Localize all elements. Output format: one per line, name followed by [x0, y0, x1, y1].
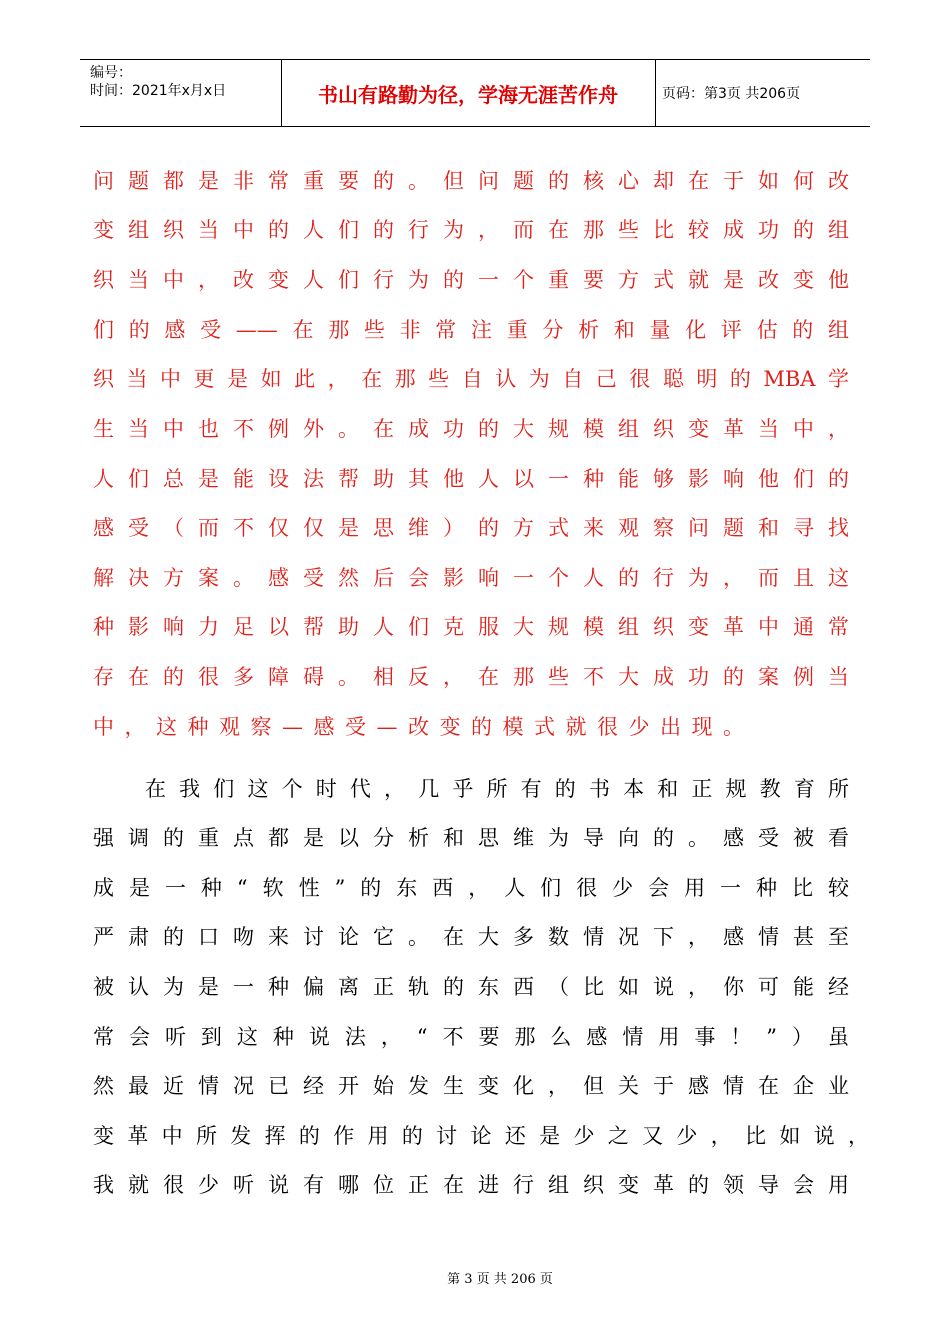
paragraph-first-line: 在我们这个时代，几乎所有的书本和正规教育所 — [145, 777, 849, 801]
text-line: 织当中更是如此，在那些自认为自己很聪明的MBA学 — [93, 367, 849, 391]
text-line: 感受（而不仅仅是思维）的方式来观察问题和寻找 — [93, 516, 849, 540]
text-line: 们的感受——在那些非常注重分析和量化评估的组 — [93, 318, 849, 342]
header-page-info: 页码：第3页 共206页 — [662, 86, 801, 102]
text-line: 强调的重点都是以分析和思维为导向的。感受被看 — [93, 826, 849, 850]
header-meta — [90, 64, 226, 100]
text-line: 我就很少听说有哪位正在进行组织变革的领导会用 — [93, 1173, 849, 1197]
text-line: 变组织当中的人们的行为，而在那些比较成功的组 — [93, 218, 849, 242]
header-divider-right — [655, 60, 656, 126]
text-line: 成是一种“软性”的东西，人们很少会用一种比较 — [93, 876, 849, 900]
page-footer: 第 3 页 共 206 页 — [447, 1272, 553, 1287]
text-line: 问题都是非常重要的。但问题的核心却在于如何改 — [93, 169, 849, 193]
text-line: 种影响力足以帮助人们克服大规模组织变革中通常 — [93, 615, 849, 639]
text-line: 生当中也不例外。在成功的大规模组织变革当中， — [93, 417, 849, 441]
document-number-label: 编号： — [90, 65, 132, 81]
page-header — [80, 59, 870, 127]
header-motto: 书山有路勤为径，学海无涯苦作舟 — [318, 82, 618, 107]
text-line: 被认为是一种偏离正轨的东西（比如说，你可能经 — [93, 975, 849, 999]
text-line: 解决方案。感受然后会影响一个人的行为，而且这 — [93, 566, 849, 590]
text-line: 常会听到这种说法，“不要那么感情用事！”）虽 — [93, 1025, 849, 1049]
text-line: 人们总是能设法帮助其他人以一种能够影响他们的 — [93, 467, 849, 491]
text-line: 存在的很多障碍。相反，在那些不大成功的案例当 — [93, 665, 849, 689]
text-line: 然最近情况已经开始发生变化，但关于感情在企业 — [93, 1074, 849, 1098]
text-line: 严肃的口吻来讨论它。在大多数情况下，感情甚至 — [93, 925, 849, 949]
document-time-label: 时间：2021年x月x日 — [90, 83, 227, 99]
text-line: 中，这种观察—感受—改变的模式就很少出现。 — [93, 715, 755, 739]
text-line: 变革中所发挥的作用的讨论还是少之又少，比如说， — [93, 1124, 869, 1148]
text-line: 织当中，改变人们行为的一个重要方式就是改变他 — [93, 268, 849, 292]
